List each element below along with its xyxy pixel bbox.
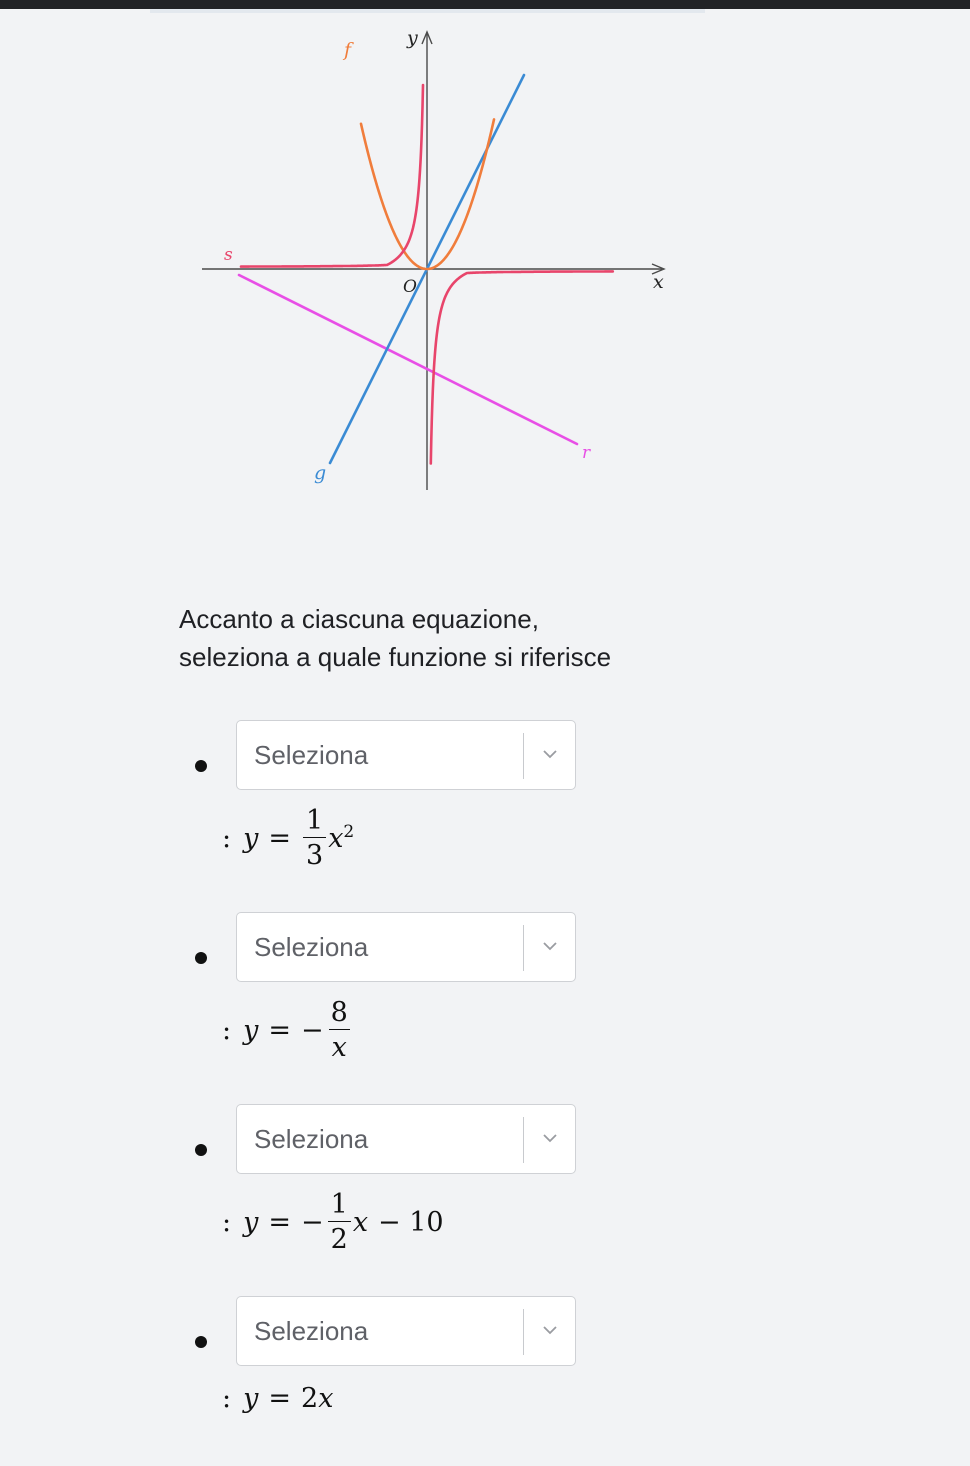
equation-3 [222, 1182, 444, 1262]
eq-exponent: 2 [343, 822, 355, 842]
eq-lhs: y [243, 1382, 259, 1414]
colon: : [222, 1206, 232, 1238]
bullet [195, 760, 207, 772]
instructions [179, 600, 739, 676]
select-divider [523, 925, 524, 971]
instructions-line-2: seleziona a quale funzione si riferisce [179, 642, 612, 672]
eq-fraction [328, 999, 351, 1061]
curve-label-s: s [224, 245, 233, 265]
eq-fraction [328, 1191, 351, 1253]
eq-sign: − [301, 1014, 324, 1046]
bullet [195, 1336, 207, 1348]
eq-lhs: y [243, 1014, 259, 1046]
eq-equals: = [268, 1382, 291, 1414]
equation-1 [222, 798, 354, 878]
eq-variable: x [318, 1382, 334, 1414]
origin-label: O [403, 277, 417, 297]
select-value: Seleziona [254, 1316, 369, 1346]
select-divider [523, 1117, 524, 1163]
eq-denominator: 2 [328, 1221, 351, 1253]
equation-2 [222, 990, 353, 1070]
question-item-2 [0, 912, 970, 1082]
select-divider [523, 1309, 524, 1355]
curve-label-g: g [314, 462, 327, 484]
curve-s-right-branch [431, 271, 613, 463]
eq-lhs: y [243, 1206, 259, 1238]
bullet [195, 952, 207, 964]
eq-numerator: 1 [330, 1189, 348, 1220]
function-select-4[interactable] [236, 1296, 576, 1366]
eq-variable: x [328, 822, 344, 854]
eq-denominator: x [329, 1029, 350, 1061]
eq-fraction [303, 807, 326, 869]
function-select-1[interactable] [236, 720, 576, 790]
chevron-down-icon[interactable] [541, 748, 559, 760]
function-select-2[interactable] [236, 912, 576, 982]
chevron-down-icon[interactable] [541, 1132, 559, 1144]
colon: : [222, 1382, 232, 1414]
eq-sign: − [301, 1206, 324, 1238]
question-item-4 [0, 1296, 970, 1466]
colon: : [222, 1014, 232, 1046]
eq-variable: x [352, 1206, 369, 1238]
curve-s-left-branch [241, 85, 423, 267]
eq-coefficient: 2 [301, 1382, 319, 1414]
curve-r [239, 275, 577, 444]
curve-label-r: r [582, 443, 591, 463]
equation-4 [222, 1358, 333, 1438]
select-divider [523, 733, 524, 779]
eq-equals: = [268, 822, 291, 854]
eq-equals: = [268, 1014, 291, 1046]
question-item-1 [0, 720, 970, 890]
axis-label-x: x [653, 271, 664, 293]
select-value: Seleziona [254, 1124, 369, 1154]
eq-numerator: 1 [306, 805, 324, 836]
function-select-3[interactable] [236, 1104, 576, 1174]
colon: : [222, 822, 232, 854]
eq-numerator: 8 [330, 997, 348, 1028]
curve-label-f: f [344, 39, 352, 61]
select-value: Seleziona [254, 740, 369, 770]
select-value: Seleziona [254, 932, 369, 962]
eq-equals: = [268, 1206, 291, 1238]
question-item-3 [0, 1104, 970, 1274]
eq-constant: − 10 [378, 1206, 444, 1238]
eq-lhs: y [243, 822, 259, 854]
instructions-line-1: Accanto a ciascuna equazione, [179, 604, 539, 634]
bullet [195, 1144, 207, 1156]
chevron-down-icon[interactable] [541, 940, 559, 952]
function-graph [0, 0, 970, 560]
eq-denominator: 3 [303, 837, 326, 869]
chevron-down-icon[interactable] [541, 1324, 559, 1336]
axis-label-y: y [407, 27, 418, 49]
